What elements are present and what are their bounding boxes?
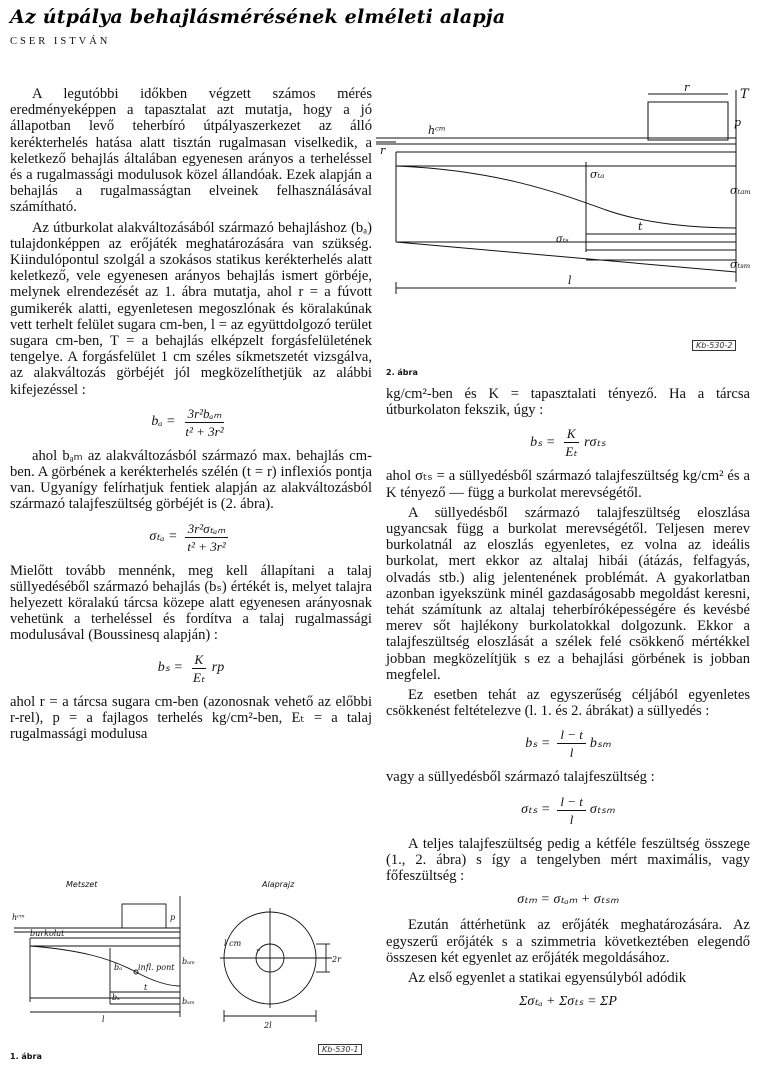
denominator: l [569,811,574,827]
paragraph: A süllyedésből származó talajfeszültség eloszlása ugyancsak függ a burkolat merevségétől. Teljesen merev burkolatnál az eloszlás egyenletes, ez volna az ideális burkolat, mert ekkor az altalaj hibái (átázás, felfagyás, olvadás stb.) alig jelentenének problémát. A gyakorlatban azonban igyekszünk minél gazdaságosabb megoldást keresni, tehát számítunk az altalaj teherbíróképességére és kevésbé merev sőt hajlékony burkolatokkal dolgozunk. Ekkor a talajfeszültség eloszlását a szélek felé csökkenő mértékkel jobban megközelítjük s ez a behajlási görbének is jobban megfelel. [386,504,750,683]
load-block [648,102,728,140]
formula-bs [10,652,372,685]
fraction [190,652,208,685]
label-sigma-tam: σₜₐₘ [730,184,752,197]
label-t: t [144,983,148,992]
formula-rhs: bₛₘ [589,735,611,751]
label-p: p [734,116,742,129]
label-t: t [638,220,643,233]
figure-1-id: Kb-530-1 [318,1044,362,1055]
paragraph: Ez esetben tehát az egyszerűség céljából egyenletes csökkenést feltételezve (l. 1. és 2. ábrákat) a süllyedés : [386,687,750,720]
label-p: p [170,913,176,922]
formula-bs-plate [386,426,750,459]
label-r-left: r [380,144,386,157]
label-r: r [256,947,260,956]
figure-1-diagram [10,892,370,1042]
denominator: t² + 3r² [187,538,226,554]
figure-2-caption: 2. ábra [386,368,418,377]
label-2r: 2r [332,955,341,964]
formula-rhs: rp [211,660,225,676]
label-infl: infl. pont [138,963,175,972]
numerator: 3r²bₐₘ [185,406,225,423]
formula-lhs: bₛ = [525,735,551,751]
numerator: l − t [557,794,586,811]
denominator: Eₜ [565,444,578,460]
fraction [182,406,226,439]
label-T: T [740,87,749,102]
label-lcm: l cm [224,939,242,948]
paragraph: vagy a süllyedésből származó talajfeszültség : [386,769,655,786]
formula-sigma-ts [386,794,750,827]
fraction [184,521,228,554]
paragraph: ahol bₐₘ az alakváltozásból származó max. behajlás cm-ben. A görbének a kerékterhelés szélén (t = r) inflexiós pontja van. Ugyanígy felírhatjuk fentiek alapján az alakváltozásból származó talajfeszültség görbéjét is (2. ábra). [10,447,372,513]
label-sigma-ta: σₜₐ [590,168,605,181]
figure-1-caption: 1. ábra [10,1052,42,1061]
fraction [557,794,586,827]
formula-lhs: bₛ = [530,434,556,450]
fraction [557,727,586,760]
denominator: Eₜ [192,669,205,685]
numerator: l − t [557,727,586,744]
formula-equilibrium: Σσₜₐ + Σσₜₛ = ΣP [519,994,617,1010]
paragraph: kg/cm²-ben és K = tapasztalati tényező. Ha a tárcsa útburkolaton fekszik, úgy : [386,386,750,419]
paragraph: A legutóbbi időkben végzett számos mérés eredményeképpen a tapasztalat azt mutatja, hogy a jó állapotban levő teherbíró útpályaszerkezet az álló kerékterhelés hatása alatt tisztán rugalmasan viselkedik, a keletkező behajlás általában egyenesen arányos a terheléssel és a rugalmassági modulusok közel állandóak. Ezek alapján a behajlás a rugalmasságtan elveinek felhasználásával számítható. [10,86,372,216]
label-2l: 2l [264,1021,272,1030]
formula-lhs: σₜₐ = [149,529,178,545]
formula-lhs: σₜₛ = [521,802,551,818]
label-hcm: hᶜᵐ [428,124,446,137]
formula-rhs: rσₜₛ [584,434,606,450]
denominator: t² + 3r² [185,423,224,439]
formula-rhs: σₜₛₘ [589,802,615,818]
page-title: Az útpálya behajlásmérésének elméleti alapja [10,6,506,28]
label-sigma-tsm: σₜₛₘ [730,258,751,271]
author: CSER ISTVÁN [10,36,111,47]
label-sigma-ts: σₜₛ [556,234,569,245]
formula-lhs: bₛ = [157,660,183,676]
figure-1-section-label: Metszet [66,880,98,889]
paragraph: Az első egyenlet a statikai egyensúlyból adódik [408,970,687,987]
label-bs: bₛ [112,993,120,1002]
formula-lhs: bₐ = [151,414,176,430]
figure-1-plan-label: Alaprajz [262,880,295,889]
numerator: K [564,426,579,443]
figure-2-diagram [376,82,756,362]
numerator: 3r²σₜₐₘ [185,521,229,538]
paragraph: A teljes talajfeszültség pedig a kétféle feszültség összege (1., 2. ábra) s így a tengelyben mért maximális, vagy főfeszültség : [386,835,750,885]
label-bsm: bₛₘ [182,997,195,1006]
label-bam: bₐₘ [182,957,196,966]
paragraph: ahol r = a tárcsa sugara cm-ben (azonosnak vehető az előbbi r-rel), p = a fajlagos terhelés kg/cm²-ben, Eₜ = a talaj rugalmassági modulusa [10,693,372,743]
paragraph: Mielőtt tovább mennénk, meg kell állapítani a talaj süllyedéséből származó behajlás (bₛ) értékét is, melyet talajra helyezett köralakú tárcsa közepe alatt egyenesen arányosnak vehetünk a terheléssel és fordítva a talaj rugalmassági modulusával (Boussinesq alapján) : [10,562,372,644]
formula-ba [10,406,372,439]
formula-bs-linear [386,727,750,760]
paragraph: Ezután áttérhetünk az erőjáték meghatározására. Az egyszerű erőjáték s a szimmetria következtében elegendő összesen két egyenlet az erőjáték megoldásához. [386,917,750,966]
label-r-top: r [684,81,690,94]
formula-sigma-tm: σₜₘ = σₜₐₘ + σₜₛₘ [517,892,619,908]
label-burkolat: burkolat [30,929,65,938]
paragraph: ahol σₜₛ = a süllyedésből származó talajfeszültség kg/cm² és a K tényező — függ a burkolat merevségétől. [386,468,750,501]
column-left [10,86,372,746]
label-l: l [102,1015,105,1024]
column-right [386,386,750,1019]
label-ba: bₐ [114,963,123,972]
numerator: K [192,652,207,669]
fraction [562,426,580,459]
paragraph: Az útburkolat alakváltozásából származó behajláshoz (bₐ) tulajdonképpen az erőjáték meghatározására van szükség. Kiindulópontul szolgál a szokásos statikus kerékterhelés alatt keletkező, vele egyenesen arányos behajlás ismert görbéje, melynek elrendezését az 1. ábra mutatja, ahol r = a fúvott gumikerék alatti, egyenletesen megoszlónak és köralakúnak vett terhelt felület sugara cm-ben, l = az együttdolgozó terület sugara cm-ben, T = a behajlás elképzelt forgásfelületének tengelye. A forgásfelület 1 cm széles síkmetszetét vizsgálva, az alakváltozás görbéjét jól megközelíthetjük az alábbi kifejezéssel : [10,219,372,398]
denominator: l [569,745,574,761]
load-block [122,904,166,928]
figure-2-id: Kb-530-2 [692,340,736,351]
formula-sigma-ta [10,521,372,554]
label-l: l [568,274,572,287]
label-hcm: hᶜᵐ [12,913,25,922]
